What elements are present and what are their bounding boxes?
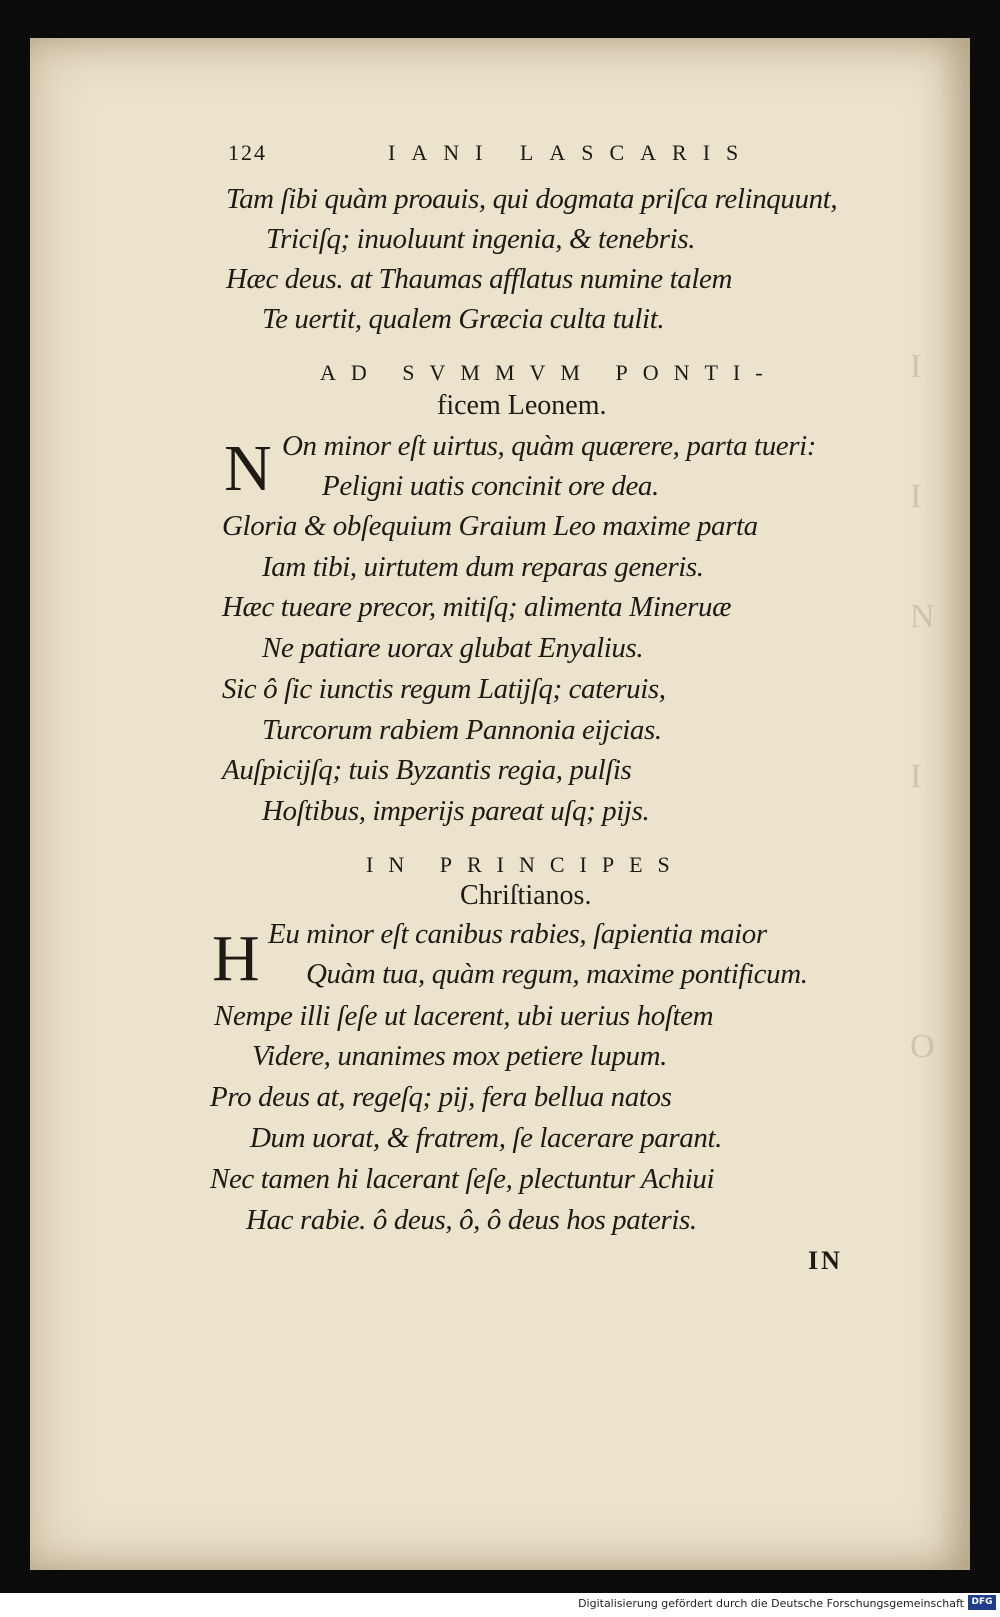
poem-subheading: ficem Leonem.: [437, 390, 607, 421]
verse-line: Dum uorat, & fratrem, ſe lacerare parant.: [250, 1122, 722, 1154]
verse-line: On minor eſt uirtus, quàm quærere, parta tueri:: [282, 430, 817, 462]
catchword: IN: [808, 1246, 843, 1275]
page-number: 124: [228, 140, 267, 165]
drop-capital: N: [224, 432, 272, 505]
verse-line: Tam ſibi quàm proauis, qui dogmata priſca relinquunt,: [226, 183, 838, 215]
footer-credit: Digitalisierung gefördert durch die Deutsche Forschungsgemeinschaft: [578, 1597, 964, 1610]
verse-line: Eu minor eſt canibus rabies, ſapientia maior: [268, 918, 767, 950]
verse-line: Hoſtibus, imperijs pareat uſq; pijs.: [262, 795, 650, 827]
dfg-logo: DFG: [968, 1595, 996, 1610]
verse-line: Triciſq; inuoluunt ingenia, & tenebris.: [266, 223, 696, 255]
verse-line: Nec tamen hi lacerant ſeſe, plectuntur Achiui: [210, 1163, 715, 1195]
show-through-mark: I: [910, 478, 922, 515]
verse-line: Nempe illi ſeſe ut lacerent, ubi uerius hoſtem: [214, 1000, 714, 1032]
poem-heading: IN PRINCIPES: [366, 852, 685, 877]
show-through-mark: N: [910, 598, 935, 635]
show-through-mark: I: [910, 348, 922, 385]
verse-line: Te uertit, qualem Græcia culta tulit.: [262, 303, 665, 335]
drop-capital: H: [212, 922, 260, 995]
verse-line: Hæc tueare precor, mitiſq; alimenta Mineruæ: [222, 591, 732, 623]
verse-line: Ne patiare uorax glubat Enyalius.: [262, 632, 644, 664]
verse-line: Quàm tua, quàm regum, maxime pontificum.: [306, 958, 808, 990]
show-through-mark: O: [910, 1028, 935, 1065]
verse-line: Iam tibi, uirtutem dum reparas generis.: [262, 551, 704, 583]
verse-line: Peligni uatis concinit ore dea.: [322, 470, 659, 502]
poem-heading: AD SVMMVM PONTI-: [320, 360, 778, 385]
verse-line: Videre, unanimes mox petiere lupum.: [252, 1040, 667, 1072]
verse-line: Hac rabie. ô deus, ô, ô deus hos pateris.: [246, 1204, 697, 1236]
verse-line: Auſpicijſq; tuis Byzantis regia, pulſis: [222, 754, 632, 786]
verse-line: Hæc deus. at Thaumas afflatus numine talem: [226, 263, 732, 295]
verse-line: Pro deus at, regeſq; pij, fera bellua natos: [210, 1081, 672, 1113]
poem-subheading: Chriſtianos.: [460, 880, 592, 911]
verse-line: Gloria & obſequium Graium Leo maxime parta: [222, 510, 758, 542]
verse-line: Sic ô ſic iunctis regum Latijſq; cateruis,: [222, 673, 666, 705]
show-through-mark: I: [910, 758, 922, 795]
verse-line: Turcorum rabiem Pannonia eijcias.: [262, 714, 662, 746]
running-title: IANI LASCARIS: [388, 140, 755, 165]
